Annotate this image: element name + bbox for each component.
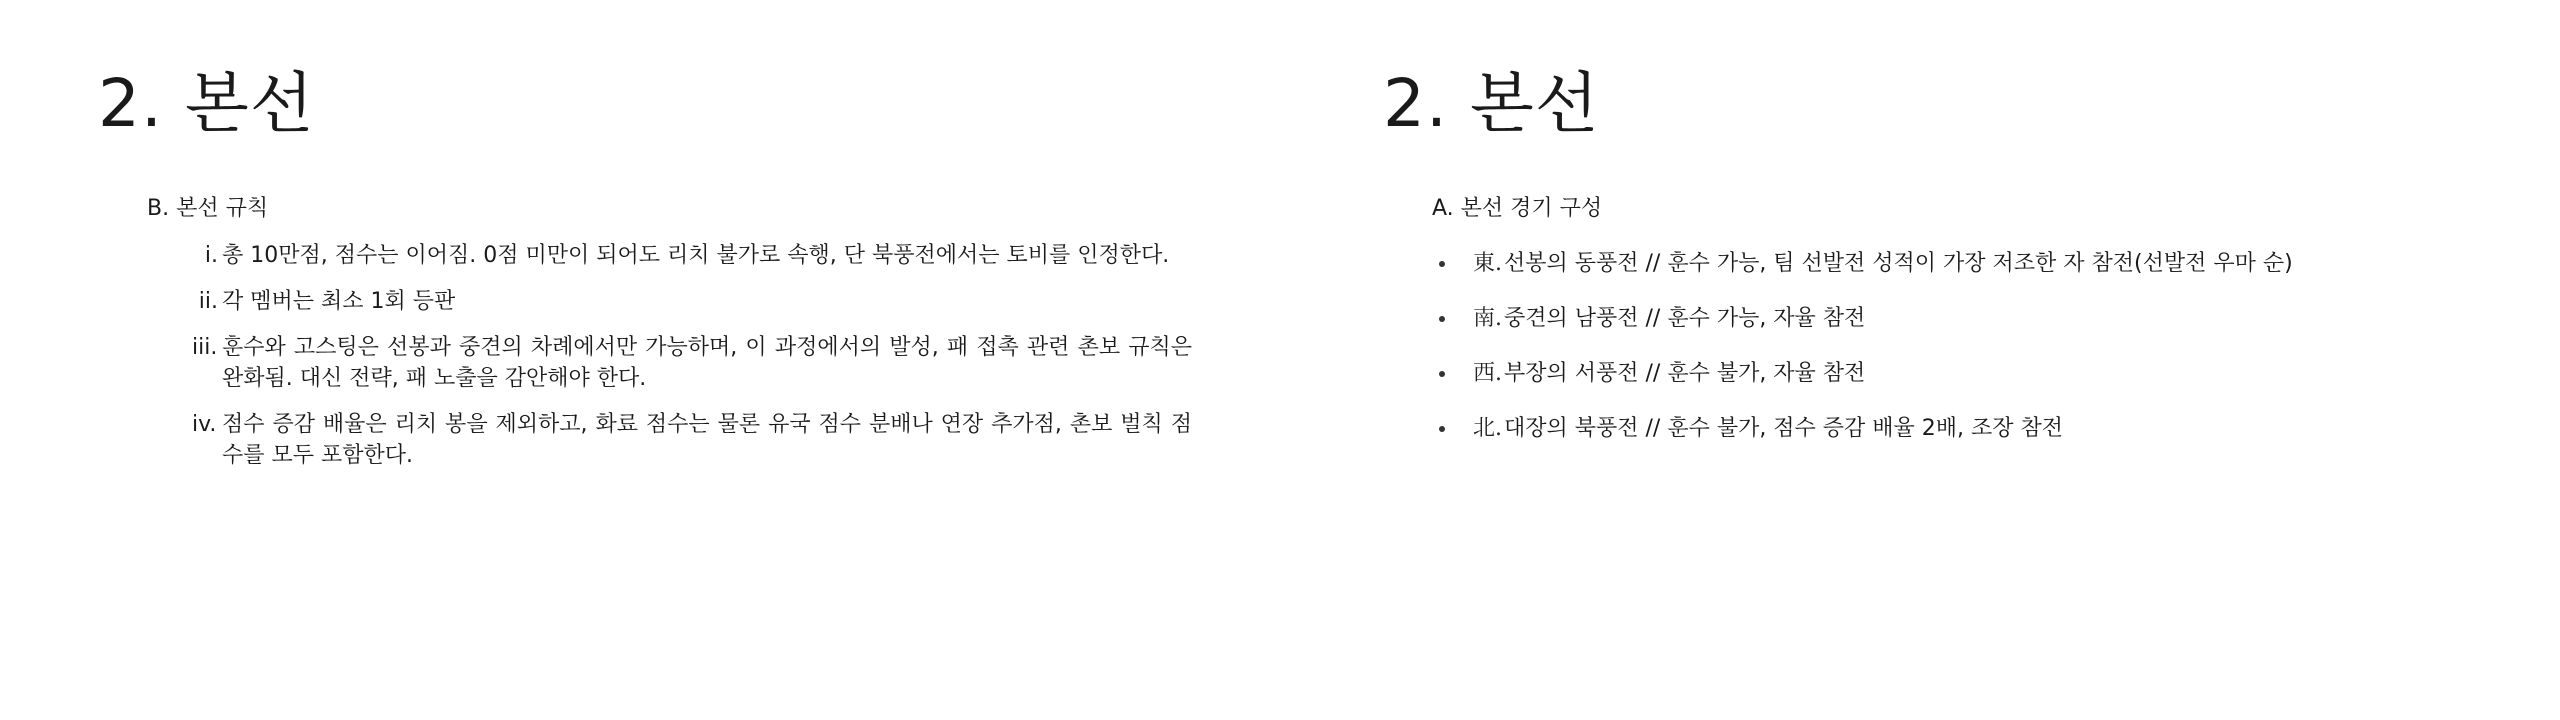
list-item [192, 240, 1192, 271]
list-item [1435, 303, 2535, 358]
list-item-text: 선봉의 동풍전 // 훈수 가능, 팀 선발전 성적이 가장 저조한 자 참전(선발전 우마 순) [1504, 251, 2293, 276]
list-item-number: iv. [192, 412, 217, 437]
list-item [192, 409, 1192, 471]
bullet-icon [1439, 426, 1445, 432]
section-heading: B. 본선 규칙 [147, 196, 269, 221]
list-item-number: i. [204, 243, 218, 268]
slide-right [1280, 0, 2560, 720]
wind-label: 南. [1473, 306, 1502, 331]
list-item [1435, 248, 2535, 303]
list-item-text: 대장의 북풍전 // 훈수 불가, 점수 증감 배율 2배, 조장 참전 [1504, 416, 2064, 441]
list-item [1435, 413, 2535, 468]
list-item-text: 훈수와 고스팅은 선봉과 중견의 차례에서만 가능하며, 이 과정에서의 발성, 패 접촉 관련 촌보 규칙은 완화됨. 대신 전략, 패 노출을 감안해야 한다. [222, 335, 1192, 391]
page-title: 2. 본선 [1383, 65, 1600, 142]
bullet-icon [1439, 316, 1445, 322]
list-item-text: 점수 증감 배율은 리치 봉을 제외하고, 화료 점수는 물론 유국 점수 분배나 연장 추가점, 촌보 벌칙 점수를 모두 포함한다. [222, 412, 1192, 468]
bullet-icon [1439, 261, 1445, 267]
bullet-icon [1439, 371, 1445, 377]
wind-label: 東. [1473, 251, 1502, 276]
list-item-number: iii. [192, 335, 218, 360]
list-item [192, 332, 1192, 394]
list-item [1435, 358, 2535, 413]
match-structure-list [1435, 248, 2535, 468]
wind-label: 北. [1473, 416, 1502, 441]
list-item-text: 중견의 남풍전 // 훈수 가능, 자율 참전 [1504, 306, 1866, 331]
rules-list [192, 240, 1192, 486]
list-item [192, 286, 1192, 317]
wind-label: 西. [1473, 361, 1502, 386]
page-title: 2. 본선 [98, 65, 315, 142]
list-item-text: 부장의 서풍전 // 훈수 불가, 자율 참전 [1504, 361, 1866, 386]
list-item-text: 각 멤버는 최소 1회 등판 [222, 289, 456, 314]
list-item-text: 총 10만점, 점수는 이어짐. 0점 미만이 되어도 리치 불가로 속행, 단 북풍전에서는 토비를 인정한다. [222, 243, 1170, 268]
list-item-number: ii. [198, 289, 218, 314]
section-heading: A. 본선 경기 구성 [1432, 196, 1603, 221]
